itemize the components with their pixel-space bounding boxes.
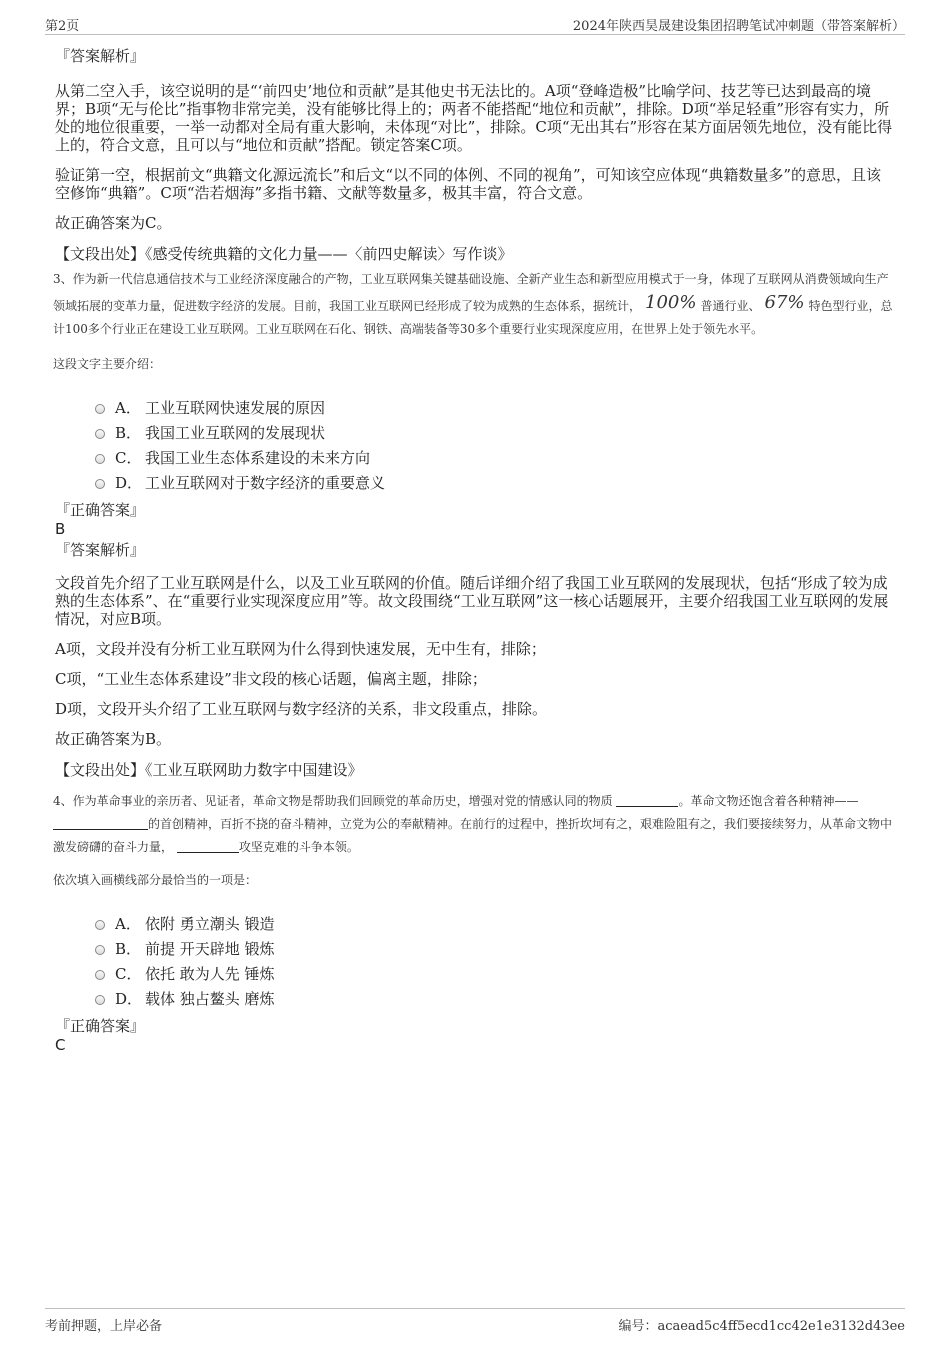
analysis-paragraph: A项，文段并没有分析工业互联网为什么得到快速发展，无中生有，排除； <box>55 640 546 658</box>
option-d[interactable]: D． 载体 独占鳌头 磨炼 <box>95 987 895 1012</box>
question-text: 3、作为新一代信息通信技术与工业经济深度融合的产物，工业互联网集关键基础设施、全新产业生态和新型应用模式于一身，体现了互联网从消费领域向生产领域拓展的变革力量，促进数字经济的发展。目前，我国工业互联网已经形成了较为成熟的生态体系，据统计， <box>53 272 889 313</box>
question-text: 特色型行业，总计100多个行业正在建设工业互联网。工业互联网在石化、钢铁、高端装备等30多个重要行业实现深度应用，在世界上处于领先水平。 <box>53 299 893 336</box>
answer-heading: 『正确答案』 <box>55 501 146 519</box>
option-a[interactable]: A． 工业互联网快速发展的原因 <box>95 396 895 421</box>
analysis-paragraph: 验证第一空，根据前文“典籍文化源远流长”和后文“以不同的体例、不同的视角”，可知该空应体现“典籍数量多”的意思，且该空修饰“典籍”。C项“浩若烟海”多指书籍、文献等数量多，极其丰富，符合文意。 <box>55 166 882 202</box>
option-d[interactable]: D． 工业互联网对于数字经济的重要意义 <box>95 471 895 496</box>
analysis-paragraph: 从第二空入手，该空说明的是“‘前四史’地位和贡献”是其他史书无法比的。A项“登峰造极”比喻学问、技艺等已达到最高的境界；B项“无与伦比”指事物非常完美，没有能够比得上的；两者不能搭配“地位和贡献”，排除。D项“举足轻重”形容有实力，所处的地位很重要，一举一动都对全局有重大影响，未体现“对比”，排除。C项“无出其右”形容在某方面居领先地位，没有能比得上的，符合文意，且可以与“地位和贡献”搭配。锁定答案C项。 <box>55 82 893 154</box>
document-id: 编号：acaead5c4ff5ecd1cc42e1e3132d43ee <box>618 1319 905 1334</box>
document-title: 2024年陕西昊晟建设集团招聘笔试冲刺题（带答案解析） <box>572 19 905 34</box>
option-a[interactable]: A． 依附 勇立潮头 锻造 <box>95 912 895 937</box>
radio-icon[interactable] <box>95 920 105 930</box>
question-prompt: 这段文字主要介绍： <box>53 357 162 371</box>
document-body <box>55 46 895 1054</box>
analysis-paragraph: D项，文段开头介绍了工业互联网与数字经济的关系，非文段重点，排除。 <box>55 700 548 718</box>
footer-slogan: 考前押题，上岸必备 <box>45 1319 163 1334</box>
radio-icon[interactable] <box>95 429 105 439</box>
option-b[interactable]: B． 前提 开天辟地 锻炼 <box>95 937 895 962</box>
analysis-paragraph: C项，“工业生态体系建设”非文段的核心话题，偏离主题，排除； <box>55 670 487 688</box>
option-b[interactable]: B． 我国工业互联网的发展现状 <box>95 421 895 446</box>
options-list <box>95 396 895 496</box>
page-header <box>45 12 905 35</box>
conclusion: 故正确答案为C。 <box>55 214 172 232</box>
radio-icon[interactable] <box>95 404 105 414</box>
fill-blank <box>616 792 678 807</box>
option-c[interactable]: C． 依托 敢为人先 锤炼 <box>95 962 895 987</box>
question-stem <box>53 790 895 859</box>
answer-heading: 『正确答案』 <box>55 1017 146 1035</box>
conclusion: 故正确答案为B。 <box>55 730 172 748</box>
math-value: 67% <box>764 292 805 313</box>
question-text: 4、作为革命事业的亲历者、见证者，革命文物是帮助我们回顾党的革命历史，增强对党的情感认同的物质 <box>53 794 613 808</box>
math-value: 100% <box>645 292 697 313</box>
radio-icon[interactable] <box>95 970 105 980</box>
analysis-heading: 『答案解析』 <box>55 541 146 559</box>
page-number: 第2页 <box>45 19 80 34</box>
question-text: 攻坚克难的斗争本领。 <box>238 840 359 854</box>
source-citation: 【文段出处】《感受传统典籍的文化力量——〈前四史解读〉写作谈》 <box>55 245 513 263</box>
radio-icon[interactable] <box>95 454 105 464</box>
question-stem <box>53 268 895 341</box>
analysis-heading: 『答案解析』 <box>55 47 146 65</box>
radio-icon[interactable] <box>95 995 105 1005</box>
source-citation: 【文段出处】《工业互联网助力数字中国建设》 <box>55 761 363 779</box>
options-list <box>95 912 895 1012</box>
analysis-paragraph: 文段首先介绍了工业互联网是什么，以及工业互联网的价值。随后详细介绍了我国工业互联网的发展现状，包括“形成了较为成熟的生态体系”、在“重要行业实现深度应用”等。故文段围绕“工业互联网”这一核心话题展开，主要介绍我国工业互联网的发展情况，对应B项。 <box>55 574 889 628</box>
question-text: 。革命文物还饱含着各种精神—— <box>678 794 859 808</box>
option-c[interactable]: C． 我国工业生态体系建设的未来方向 <box>95 446 895 471</box>
question-text: 普通行业、 <box>700 299 761 313</box>
fill-blank <box>177 838 239 853</box>
question-text: 的首创精神，百折不挠的奋斗精神，立党为公的奉献精神。在前行的过程中，挫折坎坷有之，艰难险阻有之，我们要接续努力，从革命文物中激发磅礴的奋斗力量， <box>53 817 893 854</box>
correct-answer: B <box>55 520 66 538</box>
correct-answer: C <box>55 1036 66 1054</box>
radio-icon[interactable] <box>95 945 105 955</box>
radio-icon[interactable] <box>95 479 105 489</box>
question-prompt: 依次填入画横线部分最恰当的一项是： <box>53 873 258 887</box>
page-footer <box>45 1308 905 1334</box>
fill-blank <box>53 815 148 830</box>
